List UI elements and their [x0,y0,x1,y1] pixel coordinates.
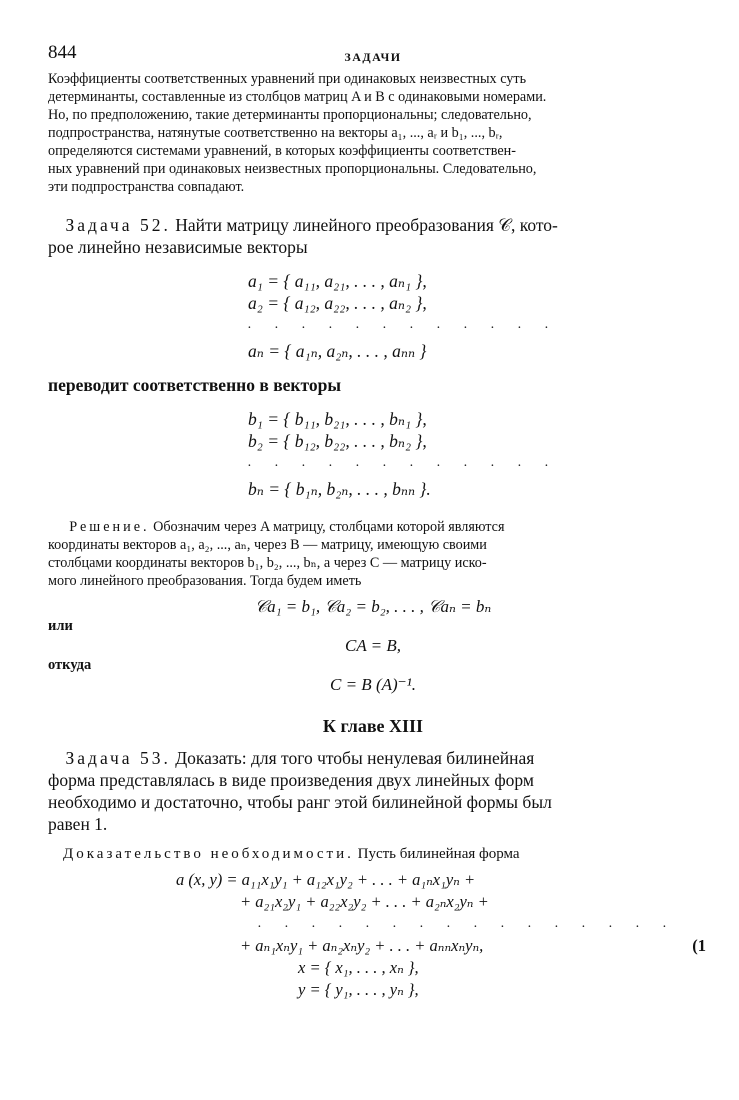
form-line: a (x, y) = a₁₁x₁y₁ + a₁₂x₁y₂ + . . . + a₁ₙx₁yₙ + [176,870,476,889]
ellipsis-row: . . . . . . . . . . . . [248,455,559,470]
equation-b2: b₂ = { b₁₂, b₂₂, . . . , bₙ₂ }, [248,431,427,451]
whence-label: откуда [48,657,92,673]
ellipsis-row: . . . . . . . . . . . . . . . . [258,916,677,931]
page [48,34,706,1001]
equation-a2: a₂ = { a₁₂, a₂₂, . . . , aₙ₂ }, [248,293,427,313]
problem-52-text: Найти матрицу линейного преобразования 𝒞, кото- [170,215,558,235]
problem-53-text: форма представлялась в виде произведения двух линейных форм [48,770,534,790]
form-line: + a₂₁x₂y₁ + a₂₂x₂y₂ + . . . + a₂ₙx₂yₙ + [240,892,489,911]
y-definition: y = { y₁, . . . , yₙ }, [298,980,419,999]
solution-line: мого линейного преобразования. Тогда будем иметь [48,573,362,589]
intro-line: детерминанты, составленные из столбцов матриц A и B с одинаковыми номерами. [48,89,547,105]
chapter-heading: К главе XIII [322,716,424,736]
intro-paragraph [48,70,698,196]
vectors-b-block [248,408,559,500]
solution-line: Обозначим через A матрицу, столбцами которой являются [149,519,505,535]
equation-b1: b₁ = { b₁₁, b₂₁, . . . , bₙ₁ }, [248,409,427,429]
form-line: + aₙ₁xₙy₁ + aₙ₂xₙy₂ + . . . + aₙₙxₙyₙ, [240,936,484,955]
solution-equation-2: CA = B, [344,636,402,655]
solution-line: координаты векторов a₁, a₂, ..., aₙ, через B — матрицу, имеющую своими [48,537,487,553]
solution-equation-1: 𝒞a₁ = b₁, 𝒞a₂ = b₂, . . . , 𝒞aₙ = bₙ [254,597,492,616]
problem-52-text: рое линейно независимые векторы [48,237,308,257]
page-header [48,34,698,70]
solution-label: Решение. [69,519,150,535]
solution-equation-3: C = B (A)⁻¹. [330,675,416,694]
problem-53-text: необходимо и достаточно, чтобы ранг этой билинейной формы был [48,792,552,812]
ellipsis-row: . . . . . . . . . . . . [248,317,559,332]
proof-text: Пусть билинейная форма [353,846,520,862]
problem-53-label: Задача 53. [65,748,171,768]
intro-line: Но, по предположению, такие детерминанты пропорциональны; следовательно, [48,107,532,123]
equation-number: (1 [692,936,706,955]
intro-line: подпространства, натянутые соответственно на векторы a₁, ..., aᵣ и b₁, ..., bᵣ, [48,125,503,141]
problem-53-text: Доказать: для того чтобы ненулевая билинейная [170,748,535,768]
x-definition: x = { x₁, . . . , xₙ }, [298,958,419,977]
intro-line: эти подпространства совпадают. [48,179,245,195]
equation-bn: bₙ = { b₁ₙ, b₂ₙ, . . . , bₙₙ }. [248,479,431,499]
proof-label: Доказательство необходимости. [63,846,354,862]
equation-an: aₙ = { a₁ₙ, a₂ₙ, . . . , aₙₙ } [248,341,427,361]
transition-text: переводит соответственно в векторы [48,375,342,395]
problem-52 [48,214,698,258]
intro-line: ных уравнений при одинаковых неизвестных пропорциональны. Следовательно, [48,161,537,177]
proof-paragraph [48,845,698,863]
problem-52-label: Задача 52. [65,215,171,235]
vectors-a-block [248,270,559,362]
equation-a1: a₁ = { a₁₁, a₂₁, . . . , aₙ₁ }, [248,271,427,291]
problem-53-text: равен 1. [48,814,108,834]
or-label: или [48,618,73,634]
page-number: 844 [48,42,77,63]
intro-line: Коэффициенты соответственных уравнений при одинаковых неизвестных суть [48,71,527,87]
running-title: ЗАДАЧИ [344,50,402,64]
solution-paragraph [48,518,698,590]
solution-line: столбцами координаты векторов b₁, b₂, ..., bₙ, а через C — матрицу иско- [48,555,487,571]
bilinear-form [48,869,706,1001]
intro-line: определяются системами уравнений, в которых коэффициенты соответствен- [48,143,516,159]
problem-53 [48,747,698,835]
